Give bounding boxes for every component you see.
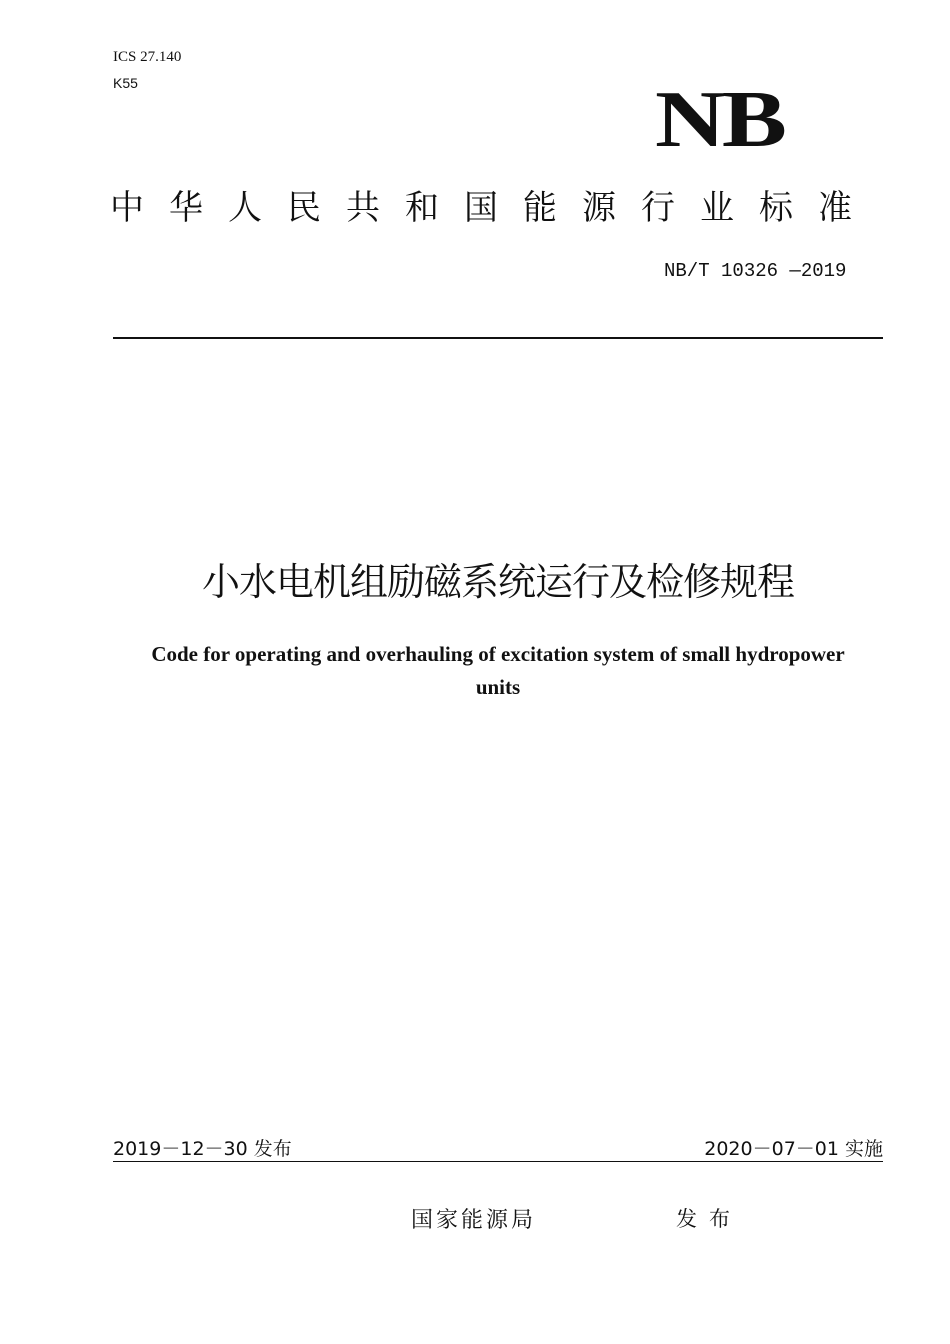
title-english: Code for operating and overhauling of excitation system of small hydropower units [151,642,845,699]
issue-date: 2019－12－30 发布 [113,1138,292,1160]
issuing-authority: 国家能源局 [411,1208,537,1233]
nb-logo: NB [655,76,784,164]
title-chinese: 小水电机组励磁系统运行及检修规程 [201,560,794,604]
implementation-date: 2020－07－01 实施 [704,1138,883,1160]
classification-code: K55 [113,75,138,91]
standard-category: 中华人民共和国能源行业标准 [110,188,877,228]
top-divider [113,337,883,339]
issue-label: 发布 [676,1207,742,1231]
bottom-divider [113,1161,883,1162]
standard-number: NB/T 10326 —2019 [664,260,847,282]
ics-code: ICS 27.140 [113,49,182,65]
